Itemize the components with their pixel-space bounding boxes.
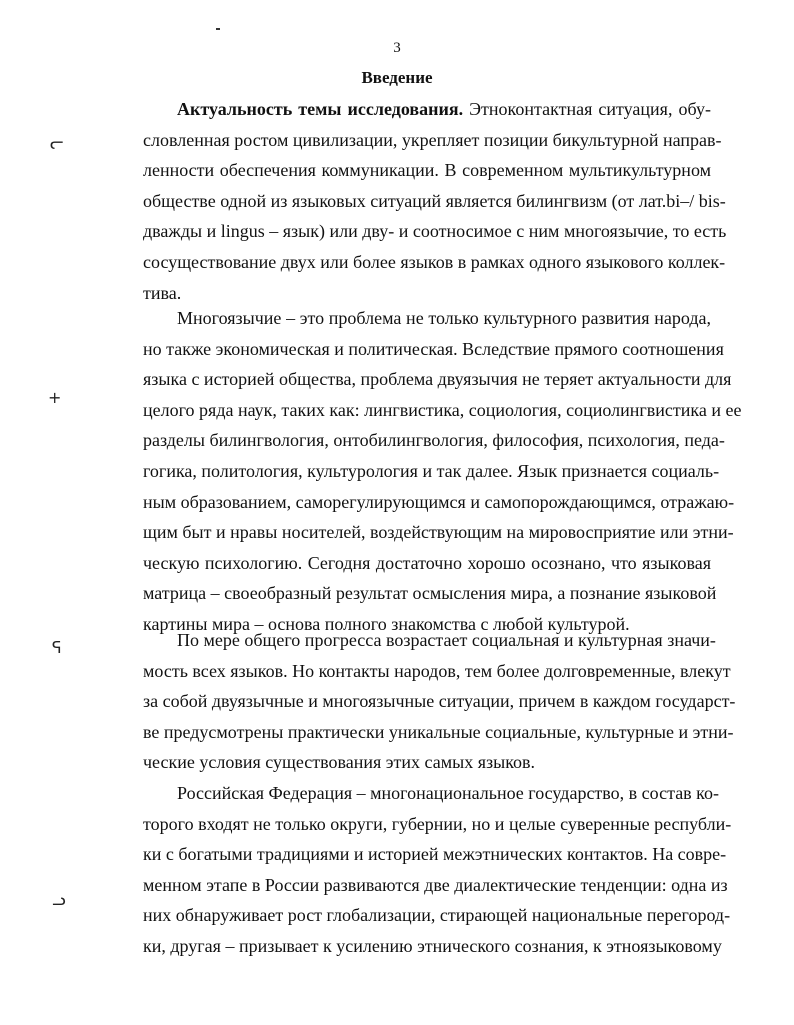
paragraph-4-line-6: ки, другая – призывает к усилению этнического сознания, к этноязыковому [143,935,722,956]
paragraph-2-line-5: разделы билингвология, онтобилингвология, философия, психология, педа- [143,430,725,451]
paragraph-3-line-1: По мере общего прогресса возрастает социальная и культурная значи- [177,630,716,650]
scan-speck [216,28,220,30]
paragraph-1-line-3: ленности обеспечения коммуникации. В современном мультикультурном [143,160,711,181]
paragraph-2-line-11: картины мира – основа полного знакомства с любой культурой. [143,613,630,634]
paragraph-3-line-4: ве предусмотрены практически уникальные социальные, культурные и этни- [143,721,734,742]
paragraph-2-line-8: щим быт и нравы носителей, воздействующим на мировосприятие или этни- [143,522,734,543]
paragraph-2-line-10: матрица – своеобразный результат осмысления мира, а познание языковой [143,583,717,604]
section-heading: Введение [361,68,433,87]
paragraph-4-line-4: менном этапе в России развиваются две диалектические тенденции: одна из [143,874,728,895]
paragraph-3 [143,625,736,778]
paragraph-2-line-6: гогика, политология, культурология и так далее. Язык признается социаль- [143,460,720,481]
lead-phrase: Актуальность темы исследования. [177,99,464,119]
margin-mark-3-icon: ᕋ [52,638,62,657]
paragraph-4 [143,778,732,962]
paragraph-1-line-4: обществе одной из языковых ситуаций является билингвизм (от лат.bi–/ bis- [143,190,726,211]
margin-mark-4-icon: ᓗ [52,890,66,909]
paragraph-3-line-5: ческие условия существования этих самых языков. [143,752,536,773]
paragraph-1-line-6: сосуществование двух или более языков в рамках одного языкового коллек- [143,251,726,272]
paragraph-4-line-1: Российская Федерация – многонациональное государство, в состав ко- [177,783,720,803]
page-number: 3 [393,40,401,56]
paragraph-2-line-1: Многоязычие – это проблема не только культурного развития народа, [177,308,711,328]
paragraph-2-line-9: ческую психологию. Сегодня достаточно хорошо осознано, что языковая [143,552,711,573]
paragraph-4-line-5: них обнаруживает рост глобализации, стирающей национальные перегород- [143,905,731,926]
paragraph-3-line-2: мость всех языков. Но контакты народов, тем более долговременные, влекут [143,660,731,681]
margin-mark-1-icon: ᓕ [50,134,64,153]
paragraph-1 [143,94,727,308]
paragraph-1-line-7: тива. [143,282,182,303]
paragraph-2-line-7: ным образованием, саморегулирующимся и самопорождающимся, отражаю- [143,491,735,512]
paragraph-1-line-1: Актуальность темы исследования. Этноконтактная ситуация, обу- [177,99,711,119]
paragraph-1-line-5: дважды и lingus – язык) или дву- и соотносимое с ним многоязычие, то есть [143,221,727,242]
paragraph-4-line-2: торого входят не только округи, губернии, но и целые суверенные республи- [143,813,732,834]
paragraph-4-line-3: ки с богатыми традициями и историей межэтнических контактов. На совре- [143,844,727,865]
margin-mark-2-icon: + [48,388,62,407]
paragraph-2-line-3: языка с историей общества, проблема двуязычия не теряет актуальности для [143,369,732,390]
paragraph-2-line-2: но также экономическая и политическая. Вследствие прямого соотношения [143,338,724,359]
paragraph-3-line-3: за собой двуязычные и многоязычные ситуации, причем в каждом государст- [143,691,736,712]
paragraph-2-line-4: целого ряда наук, таких как: лингвистика, социология, социолингвистика и ее [143,399,742,420]
paragraph-1-line-2: словленная ростом цивилизации, укрепляет позиции бикультурной направ- [143,129,722,150]
